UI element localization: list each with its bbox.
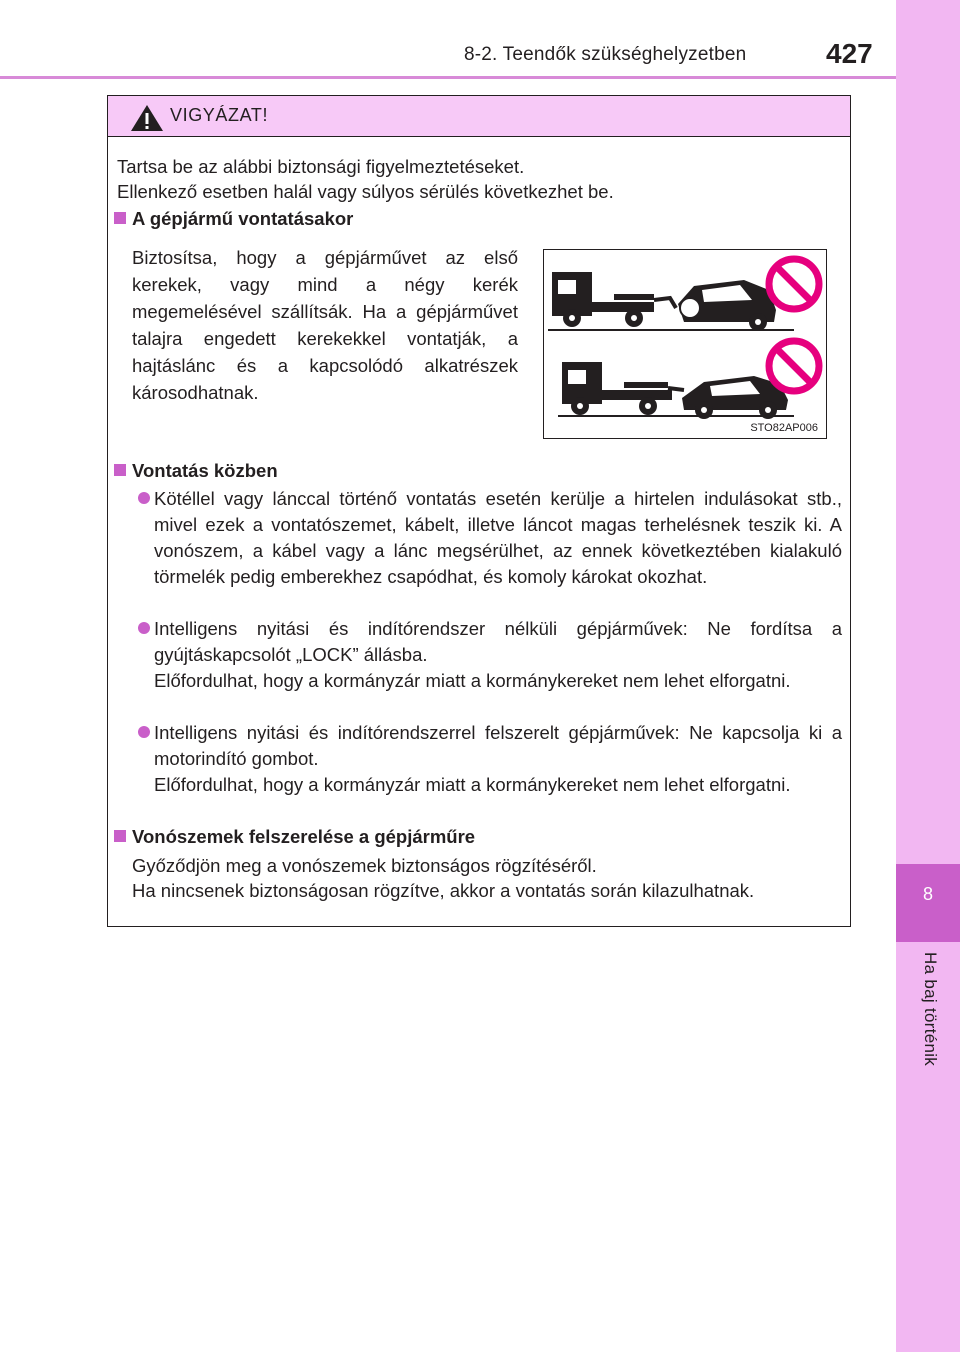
prohibited-icon [769, 259, 819, 309]
section-title: 8-2. Teendők szükséghelyzetben [464, 44, 747, 65]
section-heading-towing-eyelet [114, 824, 475, 849]
tow-truck-icon [552, 272, 676, 327]
square-bullet-icon [114, 464, 126, 476]
warning-title: VIGYÁZAT! [170, 105, 269, 125]
square-bullet-icon [114, 212, 126, 224]
warning-triangle-icon [130, 104, 164, 132]
tow-truck-icon [562, 362, 684, 415]
towed-car-icon [678, 280, 776, 331]
page-number: 427 [826, 38, 873, 69]
figure-code: STO82AP006 [750, 422, 818, 434]
bullet-text: Intelligens nyitási és indítórendszer nélküli gépjárművek: Ne fordítsa a gyújtáskapcsolót „LOCK” állásba. [154, 618, 842, 665]
bullet-text: Intelligens nyitási és indítórendszerrel felszerelt gépjárművek: Ne kapcsolja ki a motorindító gombot. [154, 722, 842, 769]
header-rule [0, 76, 896, 79]
towing-illustration [543, 249, 827, 439]
prohibited-icon [769, 341, 819, 391]
bullet-text: Kötéllel vagy lánccal történő vontatás esetén kerülje a hirtelen indulásokat stb., mivel ezek a vontatószemet, kábelt, illetve láncot magas terhelésnek teszik ki. A vonószem, a kábel vagy a lánc megsérülhet, az ennek következtében kialakuló törmelék pedig emberekhez csapódhat, és komoly károkat okozhat. [154, 488, 842, 587]
bullet-text-note: Előfordulhat, hogy a kormányzár miatt a kormánykereket nem lehet elforgatni. [154, 670, 791, 691]
round-bullet-icon [138, 726, 150, 738]
section-heading-text: Vontatás közben [132, 460, 278, 481]
round-bullet-icon [138, 622, 150, 634]
chapter-title: Ha baj történik [921, 952, 940, 1067]
section-text-line-1: Győződjön meg a vonószemek biztonságos rögzítéséről. [132, 855, 597, 876]
bullet-text-note: Előfordulhat, hogy a kormányzár miatt a kormánykereket nem lehet elforgatni. [154, 774, 791, 795]
warning-intro-line-1: Tartsa be az alábbi biztonsági figyelmeztetéseket. [117, 156, 525, 177]
section-heading-text: Vonószemek felszerelése a gépjárműre [132, 826, 476, 847]
warning-intro-line-2: Ellenkező esetben halál vagy súlyos sérülés következhet be. [117, 181, 614, 202]
tow-truck-diagram [544, 250, 826, 438]
chapter-number-tab [896, 864, 960, 942]
section-heading-towing [114, 206, 353, 231]
section-heading-during-towing [114, 458, 278, 483]
chapter-side-tab [896, 0, 960, 1352]
section-heading-text: A gépjármű vontatásakor [132, 208, 354, 229]
round-bullet-icon [138, 492, 150, 504]
section-text-line-2: Ha nincsenek biztonságosan rögzítve, akkor a vontatás során kilazulhatnak. [132, 880, 755, 901]
warning-header [108, 96, 850, 137]
square-bullet-icon [114, 830, 126, 842]
section-text-towing: Biztosítsa, hogy a gépjárművet az első kerekek, vagy mind a négy kerék megemelésével szállítsák. Ha a gépjárművet talajra engedett kerekekkel vontatják, a hajtáslánc és a kapcsolódó alkatrészek károsodhatnak. [132, 247, 518, 403]
chapter-number: 8 [922, 884, 933, 904]
